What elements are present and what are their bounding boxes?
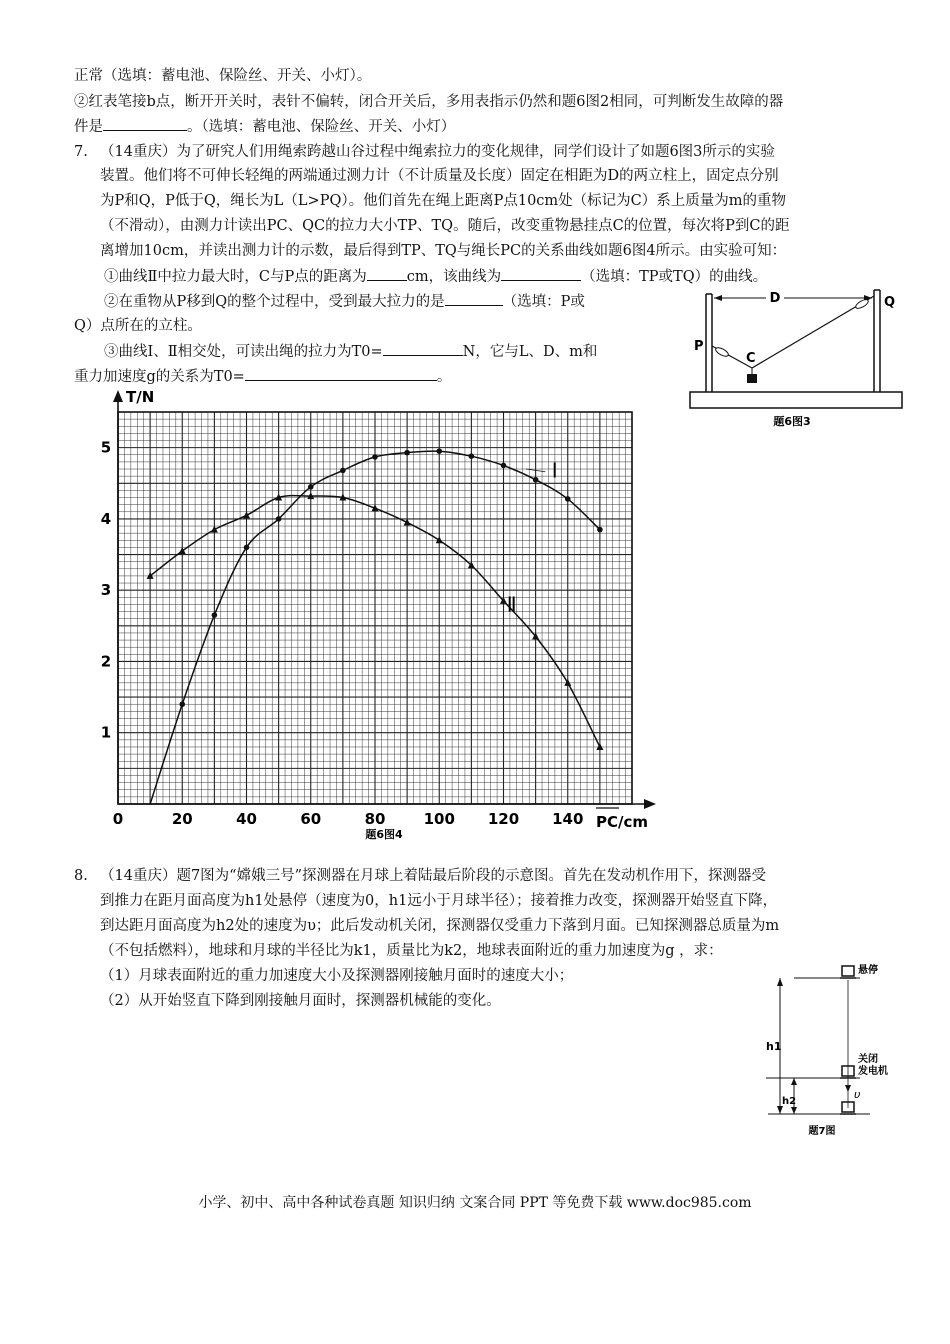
data-point-I — [404, 450, 410, 456]
figure-apparatus — [686, 282, 908, 432]
series-label-I: Ⅰ — [551, 458, 558, 483]
data-point-I — [340, 468, 346, 474]
answer-blank[interactable] — [245, 366, 437, 381]
sub-question-1: ①曲线Ⅱ中拉力最大时，C与P点的距离为 cm，该曲线为 （选填：TP或TQ）的曲线。 — [104, 266, 767, 287]
figure-caption: 题6图4 — [365, 828, 403, 841]
data-point-I — [597, 527, 603, 533]
data-point-II — [436, 536, 443, 543]
text-line: 装置。他们将不可伸长轻绳的两端通过测力计（不计质量及长度）固定在相距为D的两立柱上，固定点分别 — [100, 168, 779, 184]
label-h1: h1 — [766, 1040, 782, 1053]
label-engine-off: 发电机 — [858, 1066, 888, 1077]
y-tick-label: 1 — [100, 723, 112, 742]
data-point-I — [469, 453, 475, 459]
text-line: （14重庆）题7图为“嫦娥三号”探测器在月球上着陆最后阶段的示意图。首先在发动机作用下，探测器受 — [100, 868, 766, 884]
data-point-I — [501, 463, 507, 469]
text-line: （不滑动），由测力计读出PC、QC的拉力大小TP、TQ。随后，改变重物悬挂点C的位置，每次将P到C的距 — [100, 218, 790, 234]
lander-icon — [840, 966, 856, 978]
text-line: 到达距月面高度为h2处的速度为υ；此后发动机关闭，探测器仅受重力下落到月面。已知探测器总质量为m — [100, 918, 780, 934]
y-axis-label: T/N — [126, 388, 155, 406]
data-point-I — [533, 477, 539, 483]
text-line: ②红表笔接b点，断开开关时，表针不偏转，闭合开关后，多用表指示仍然和题6图2相同，可判断发生故障的器 — [74, 94, 784, 110]
velocity-arrow — [845, 1085, 851, 1092]
label-p: P — [694, 339, 704, 354]
question-number: 7. — [74, 144, 88, 160]
series-label-II: Ⅱ — [506, 592, 517, 617]
answer-blank[interactable] — [501, 266, 581, 281]
sub-question-1: （1）月球表面附近的重力加速度大小及探测器刚接触月面时的速度大小； — [100, 968, 574, 984]
force-meter-p — [714, 346, 729, 358]
x-tick-label: 140 — [552, 810, 584, 828]
sub-question-2: ②在重物从P移到Q的整个过程中，受到最大拉力的是 （选填：P或 — [104, 291, 585, 312]
sub-question-3: ③曲线Ⅰ、Ⅱ相交处，可读出绳的拉力为T0= N，它与L、D、m和 — [104, 341, 597, 362]
data-point-I — [565, 496, 571, 502]
data-point-II — [179, 547, 186, 554]
y-tick-label: 5 — [100, 438, 112, 457]
y-axis-arrow — [113, 390, 123, 402]
x-tick-label: 60 — [300, 810, 322, 828]
figure-caption: 题7图 — [808, 1126, 836, 1137]
y-tick-label: 4 — [100, 509, 112, 528]
figure-caption: 题6图3 — [773, 415, 811, 428]
x-tick-label: 40 — [236, 810, 257, 828]
text-line: Q）点所在的立柱。 — [74, 318, 202, 334]
x-tick-label: 80 — [364, 810, 386, 828]
data-point-I — [212, 612, 218, 618]
text-line: 件是 。（选填：蓄电池、保险丝、开关、小灯） — [74, 116, 455, 137]
x-tick-label: 120 — [487, 810, 520, 828]
label-v: υ — [854, 1088, 861, 1101]
label-d: D — [769, 291, 781, 306]
y-tick-label: 2 — [100, 652, 112, 671]
text-line: 到推力在距月面高度为h1处悬停（速度为0，h1远小于月球半径）；接着推力改变，探测器开始竖直下降， — [100, 893, 778, 909]
force-meter-q — [854, 298, 869, 310]
data-point-I — [179, 701, 185, 707]
text-line: 为P和Q，P低于Q，绳长为L（L>PQ）。他们首先在绳上距离P点10cm处（标记为C）系上质量为m的重物 — [100, 193, 787, 209]
x-axis-arrow — [644, 799, 656, 809]
label-hover: 悬停 — [858, 965, 878, 976]
figure-lander — [760, 958, 900, 1138]
text-line: 离增加10cm，并读出测力计的示数，最后得到TP、TQ与绳长PC的关系曲线如题6图4所示。由实验可知： — [100, 243, 787, 259]
x-tick-label: 0 — [112, 810, 124, 828]
data-point-I — [276, 516, 282, 522]
data-point-I — [372, 454, 378, 460]
text-line: （不包括燃料），地球和月球的半径比为k1，质量比为k2，地球表面附近的重力加速度为g ，求： — [100, 943, 723, 959]
sub-question-2: （2）从开始竖直下降到刚接触月面时，探测器机械能的变化。 — [100, 993, 501, 1009]
x-tick-label: 20 — [171, 810, 193, 828]
x-axis-label: PC/cm — [596, 813, 649, 831]
label-q: Q — [884, 295, 896, 310]
data-point-I — [244, 545, 250, 551]
text-line: 重力加速度g的关系为T0= 。 — [74, 366, 451, 387]
answer-blank[interactable] — [103, 116, 187, 131]
answer-blank[interactable] — [367, 266, 407, 281]
label-h2: h2 — [782, 1096, 797, 1107]
answer-blank[interactable] — [383, 341, 463, 356]
y-tick-label: 3 — [100, 581, 112, 600]
chart-tension-vs-pc — [96, 386, 662, 842]
text-line: （14重庆）为了研究人们用绳索跨越山谷过程中绳索拉力的变化规律，同学们设计了如题6图3所示的实验 — [100, 144, 775, 160]
data-point-I — [436, 448, 442, 454]
text-line: 正常（选填：蓄电池、保险丝、开关、小灯）。 — [74, 68, 372, 84]
label-engine-off: 关闭 — [858, 1054, 878, 1065]
page-footer: 小学、初中、高中各种试卷真题 知识归纳 文案合同 PPT 等免费下载 www.doc985.com — [198, 1195, 752, 1211]
label-c: C — [746, 351, 756, 366]
answer-blank[interactable] — [445, 291, 503, 306]
data-point-I — [308, 484, 314, 490]
x-tick-label: 100 — [423, 810, 455, 828]
weight-block — [747, 374, 757, 383]
question-number: 8. — [74, 868, 88, 884]
data-point-II — [596, 743, 603, 750]
data-point-II — [147, 572, 154, 579]
